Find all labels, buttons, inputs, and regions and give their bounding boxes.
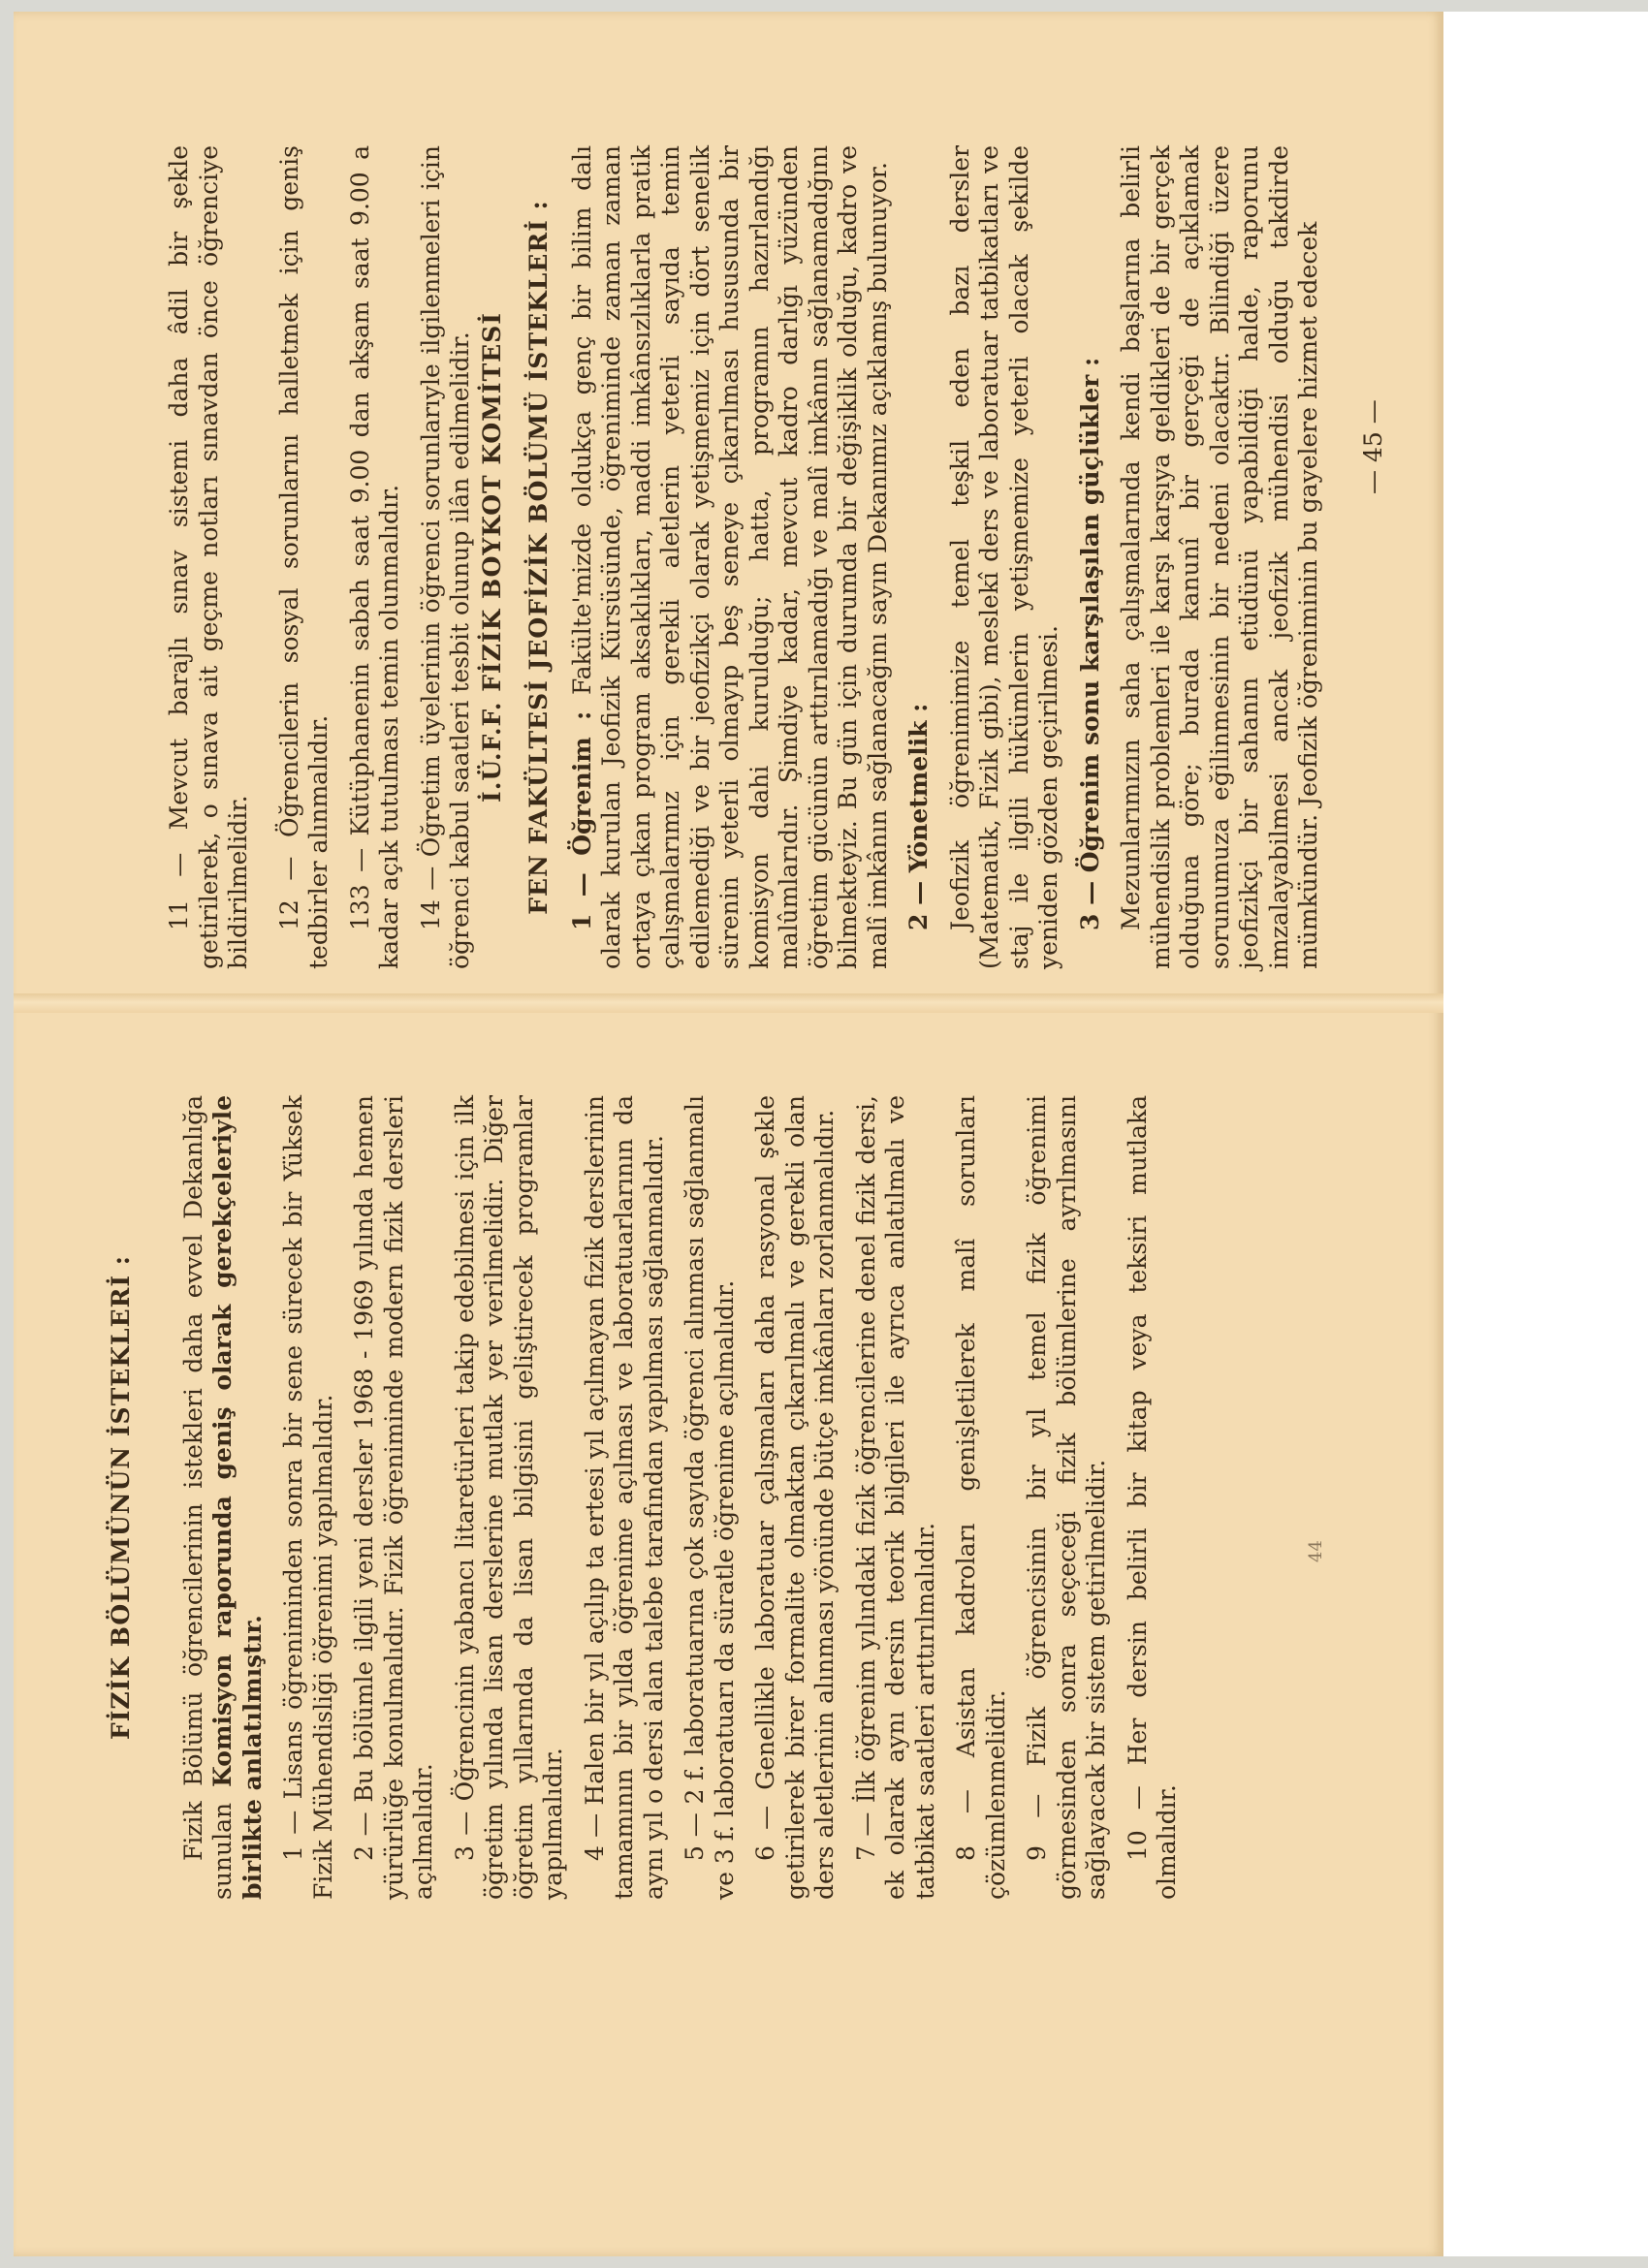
page-44 [107, 1095, 1181, 1900]
item-2-heading: 2 — Yönetmelik : [904, 703, 933, 930]
list-item: 9 — Fizik öğrencisinin bir yıl temel fizik öğrenimi görmesinden sonra seçeceği fizik bölümlerine ayrılmasını sağlayacak bir sistem getirilmelidir. [1023, 1095, 1110, 1900]
item-1-label: 1 — Öğrenim : [567, 710, 596, 930]
page-number-45: — 45 — [1359, 399, 1387, 494]
intro-paragraph [179, 1095, 269, 1900]
list-item: 1 — Lisans öğreniminden sonra bir sene sürecek bir Yüksek Fizik Mühendisliği öğrenimi yapılmalıdır. [279, 1095, 337, 1900]
paragraph-11: 11 — Mevcut barajlı sınav sistemi daha âdil bir şekle getirilerek, o sınava ait geçme notları sınavdan önce öğrenciye bildirilmelidir. [165, 145, 252, 969]
scan-margin-left [0, 0, 14, 2268]
page-fold-crease [14, 993, 1443, 1013]
list-item: 4 — Halen bir yıl açılıp ta ertesi yıl açılmayan fizik derslerinin tamamının bir yılda öğrenime açılması ve laboratuarlarının da aynı yıl o dersi alan talebe tarafından yapılması sağlanmalıdır. [580, 1095, 668, 1900]
item-3-text: Mezunlarımızın saha çalışmalarında kendi başlarına belirli mühendislik problemleri ile karşı karşıya geldikleri de bir gerçek olduğuna göre; burada kanunî bir gerçeği de açıklamak sorunumuza eğilinmesinin bir nedeni olacaktır. Bilindiği üzere jeofizikçi bir sahanın etüdünü yapabildiği halde, raporunu imzalayabilmesi ancak jeofizik mühendisi olduğu takdirde mümkündür. Jeofizik öğreniminin bu gayelere hizmet edecek [1117, 145, 1322, 969]
list-item: 8 — Asistan kadroları genişletilerek malî sorunları çözümlenmelidir. [952, 1095, 1010, 1900]
committee-title: İ.Ü.F.F. FİZİK BOYKOT KOMİTESİ [477, 312, 506, 803]
list-item: 3 — Öğrencinin yabancı litaretürleri takip edebilmesi için ilk öğretim yılında lisan derslerine mutlak yer verilmelidir. Diğer öğretim yıllarında da lisan bilgisini geliştirecek programlar yapılmalıdır. [450, 1095, 567, 1900]
list-item: 5 — 2 f. laboratuarına çok sayıda öğrenci alınması sağlanmalı ve 3 f. laboratuarı da süratle öğrenime açılmalıdır. [681, 1095, 739, 1900]
list-item: 7 — İlk öğrenim yılındaki fizik öğrencilerine denel fizik dersi, ek olarak aynı dersin teorik bilgileri ile ayrıca anlatılmalı ve tatbikat saatleri arttırılmalıdır. [851, 1095, 939, 1900]
intro-text: Fizik Bölümü öğrencilerinin istekleri daha evvel Dekanlığa sunulan [178, 1095, 237, 1900]
scan-margin-bottom [0, 2256, 1648, 2268]
physics-section-title: FİZİK BÖLÜMÜNÜN İSTEKLERİ : [107, 1254, 135, 1741]
intro-bold-text: Komisyon raporunda geniş olarak gerekçeleriyle birlikte anlatılmıştır. [208, 1095, 267, 1900]
paragraph-12: 12 — Öğrencilerin sosyal sorunlarını halletmek için geniş tedbirler alınmalıdır. [274, 145, 333, 969]
geophysics-section-title: FEN FAKÜLTESİ JEOFİZİK BÖLÜMÜ İSTEKLERİ : [524, 200, 553, 915]
item-1-text: Fakülte'mizde oldukça genç bir bilim dalı olarak kurulan Jeofizik Kürsüsünde, öğreniminde zaman zaman ortaya çıkan program aksaklıkları, maddi imkânsızlıklarla pratik çalışmalarımız için gerekli aletlerin yeterli sayıda temin edilemediği ve bir jeofizikçi olarak yetişmemiz için dört senelik sürenin yeterli olmayıp beş seneye çıkarılması hususunda bir komisyon dahi kurulduğu; hatta, programın hazırlandığı malûmlarıdır. Şimdiye kadar, mevcut kadro darlığı yüzünden öğretim gücünün arttırılamadığı ve malî imkânın sağlanamadığını bilmekteyiz. Bu gün için durumda bir değişiklik olduğu, kadro ve malî imkânın sağlanacağını sayın Dekanımız açıklamış bulunuyor. [567, 144, 892, 969]
item-3-heading: 3 — Öğrenim sonu karşılaşılan güçlükler : [1075, 357, 1104, 930]
paragraph-14: 14 — Öğretim üyelerinin öğrenci sorunlarıyle ilgilenmeleri için öğrenci kabul saatleri tesbit olunup ilân edilmelidir. [416, 145, 474, 969]
page-number-44: 44 [1306, 1540, 1326, 1562]
list-item: 2 — Bu bölümle ilgili yeni dersler 1968 - 1969 yılında hemen yürürlüğe konulmalıdır. Fizik öğreniminde modern fizik dersleri açılmalıdır. [350, 1095, 437, 1900]
paragraph-133: 133 — Kütüphanenin sabah saat 9.00 dan akşam saat 9.00 a kadar açık tutulması temin olunmalıdır. [345, 145, 403, 969]
page-45 [165, 144, 1322, 969]
list-item: 6 — Genellikle laboratuar çalışmaları daha rasyonal şekle getirilerek birer formalite olmaktan çıkarılmalı ve gerekli olan ders aletlerinin alınması yönünde bütçe imkânları zorlanmalıdır. [751, 1095, 839, 1900]
scan-margin-top [0, 0, 1648, 12]
item-1-paragraph [568, 145, 894, 969]
item-2-text: Jeofizik öğrenimimize temel teşkil eden bazı dersler (Matematik, Fizik gibi), meslekî ders ve laboratuar tatbikatları ve staj ile ilgili hükümlerin yetişmemize yeterli olacak şekilde yeniden gözden geçirilmesi. [945, 145, 1062, 969]
list-item: 10 — Her dersin belirli bir kitap veya teksiri mutlaka olmalıdır. [1123, 1095, 1181, 1900]
